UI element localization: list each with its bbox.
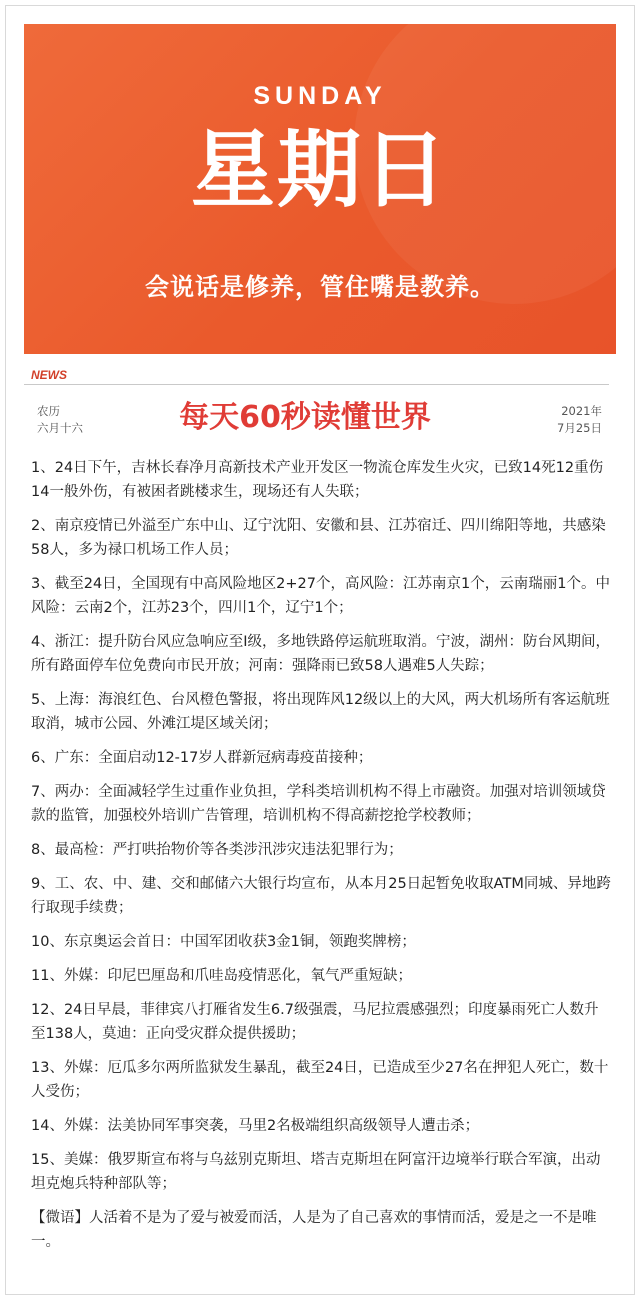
news-item: 8、最高检：严打哄抬物价等各类涉汛涉灾违法犯罪行为；: [31, 842, 403, 858]
lunar-label: 农历: [37, 404, 60, 418]
gregorian-date-block: [557, 403, 602, 437]
banner-weekday-title: 星期日: [190, 121, 449, 219]
news-item: 14、外媒：法美协同军事突袭，马里2名极端组织高级领导人遭击杀；: [31, 1118, 480, 1134]
news-item: 6、广东：全面启动12-17岁人群新冠病毒疫苗接种；: [31, 750, 373, 766]
news-item: 4、浙江：提升防台风应急响应至Ⅰ级，多地铁路停运航班取消。宁波，湖州：防台风期间，所有路面停车位免费向市民开放；河南：强降雨已致58人遇难5人失踪；: [31, 634, 610, 674]
date-year: 2021年: [561, 404, 602, 418]
date-month-day: 7月25日: [557, 421, 602, 435]
news-item: 12、24日早晨，菲律宾八打雁省发生6.7级强震，马尼拉震感强烈；印度暴雨死亡人数升至138人，莫迪：正向受灾群众提供援助；: [31, 1002, 599, 1042]
divider: [24, 384, 609, 385]
news-tag: NEWS: [31, 368, 67, 382]
news-item: 2、南京疫情已外溢至广东中山、辽宁沈阳、安徽和县、江苏宿迁、四川绵阳等地，共感染58人，多为禄口机场工作人员；: [31, 518, 606, 558]
news-item: 15、美媒：俄罗斯宣布将与乌兹别克斯坦、塔吉克斯坦在阿富汗边境举行联合军演，出动坦克炮兵特种部队等；: [31, 1152, 601, 1192]
news-item: 7、两办：全面减轻学生过重作业负担，学科类培训机构不得上市融资。加强对培训领域贷款的监管，加强校外培训广告管理，培训机构不得高薪挖抢学校教师；: [31, 784, 606, 824]
news-item: 5、上海：海浪红色、台风橙色警报，将出现阵风12级以上的大风，两大机场所有客运航班取消，城市公园、外滩江堤区域关闭；: [31, 692, 610, 732]
news-item: 10、东京奥运会首日：中国军团收获3金1铜，领跑奖牌榜；: [31, 934, 416, 950]
page-headline: 每天60秒读懂世界: [179, 400, 431, 435]
header-banner: [24, 24, 616, 354]
lunar-date-block: [37, 403, 83, 437]
news-item: 1、24日下午，吉林长春净月高新技术产业开发区一物流仓库发生火灾，已致14死12重伤14一般外伤，有被困者跳楼求生，现场还有人失联；: [31, 460, 604, 500]
lunar-date: 六月十六: [37, 421, 83, 435]
banner-quote: 会说话是修养，管住嘴是教养。: [145, 273, 495, 301]
banner-weekday-english: SUNDAY: [253, 82, 387, 110]
news-item: 11、外媒：印尼巴厘岛和爪哇岛疫情恶化，氧气严重短缺；: [31, 968, 412, 984]
news-list: [31, 456, 611, 1264]
quote-of-day: 【微语】人活着不是为了爱与被爱而活，人是为了自己喜欢的事情而活，爱是之一不是唯一。: [31, 1210, 597, 1250]
news-item: 13、外媒：厄瓜多尔两所监狱发生暴乱，截至24日，已造成至少27名在押犯人死亡，数十人受伤；: [31, 1060, 609, 1100]
news-item: 9、工、农、中、建、交和邮储六大银行均宣布，从本月25日起暂免收取ATM同城、异地跨行取现手续费；: [31, 876, 611, 916]
news-item: 3、截至24日，全国现有中高风险地区2+27个，高风险：江苏南京1个，云南瑞丽1个。中风险：云南2个，江苏23个，四川1个，辽宁1个；: [31, 576, 610, 616]
